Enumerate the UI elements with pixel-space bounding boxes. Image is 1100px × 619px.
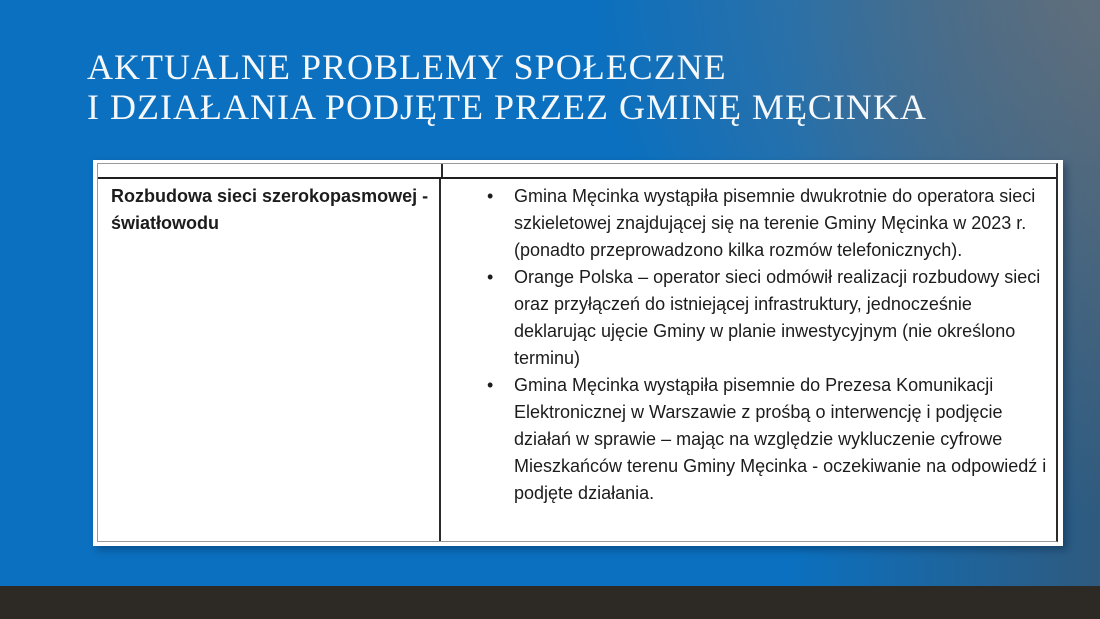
title-line-1: AKTUALNE PROBLEMY SPOŁECZNE [87,47,727,87]
bullet-icon: • [487,267,494,287]
row-label: Rozbudowa sieci szerokopasmowej - światłowodu [111,186,429,233]
title-line-2: I DZIAŁANIA PODJĘTE PRZEZ GMINĘ MĘCINKA [87,87,927,127]
list-item [441,264,1048,372]
bullet-text: Gmina Męcinka wystąpiła pisemnie dwukrotnie do operatora sieci szkieletowej znajdującej się na terenie Gminy Męcinka w 2023 r. (ponadto przeprowadzono kilka rozmów telefonicznych). [514,186,1036,260]
row-label-cell [98,179,441,541]
bullet-icon: • [487,186,494,206]
footer-bar [0,586,1100,619]
list-item [441,183,1048,264]
bullet-list-cell [441,179,1056,541]
table-header-row [98,164,1056,179]
header-cell-right [443,164,1056,177]
header-cell-left [98,164,443,177]
bullet-text: Gmina Męcinka wystąpiła pisemnie do Prezesa Komunikacji Elektronicznej w Warszawie z prośbą o interwencję i podjęcie działań w sprawie – mając na względzie wykluczenie cyfrowe Mieszkańców terenu Gminy Męcinka - oczekiwanie na odpowiedź i podjęte działania. [514,375,1047,503]
bullet-text: Orange Polska – operator sieci odmówił realizacji rozbudowy sieci oraz przyłączeń do istniejącej infrastruktury, jednocześnie deklarując ujęcie Gminy w planie inwestycyjnym (nie określono terminu) [514,267,1041,368]
content-sheet [93,160,1063,546]
content-table [97,163,1058,542]
table-row [98,179,1056,541]
bullet-icon: • [487,375,494,395]
page-title [87,47,927,127]
bullet-list [441,183,1048,507]
list-item [441,372,1048,507]
